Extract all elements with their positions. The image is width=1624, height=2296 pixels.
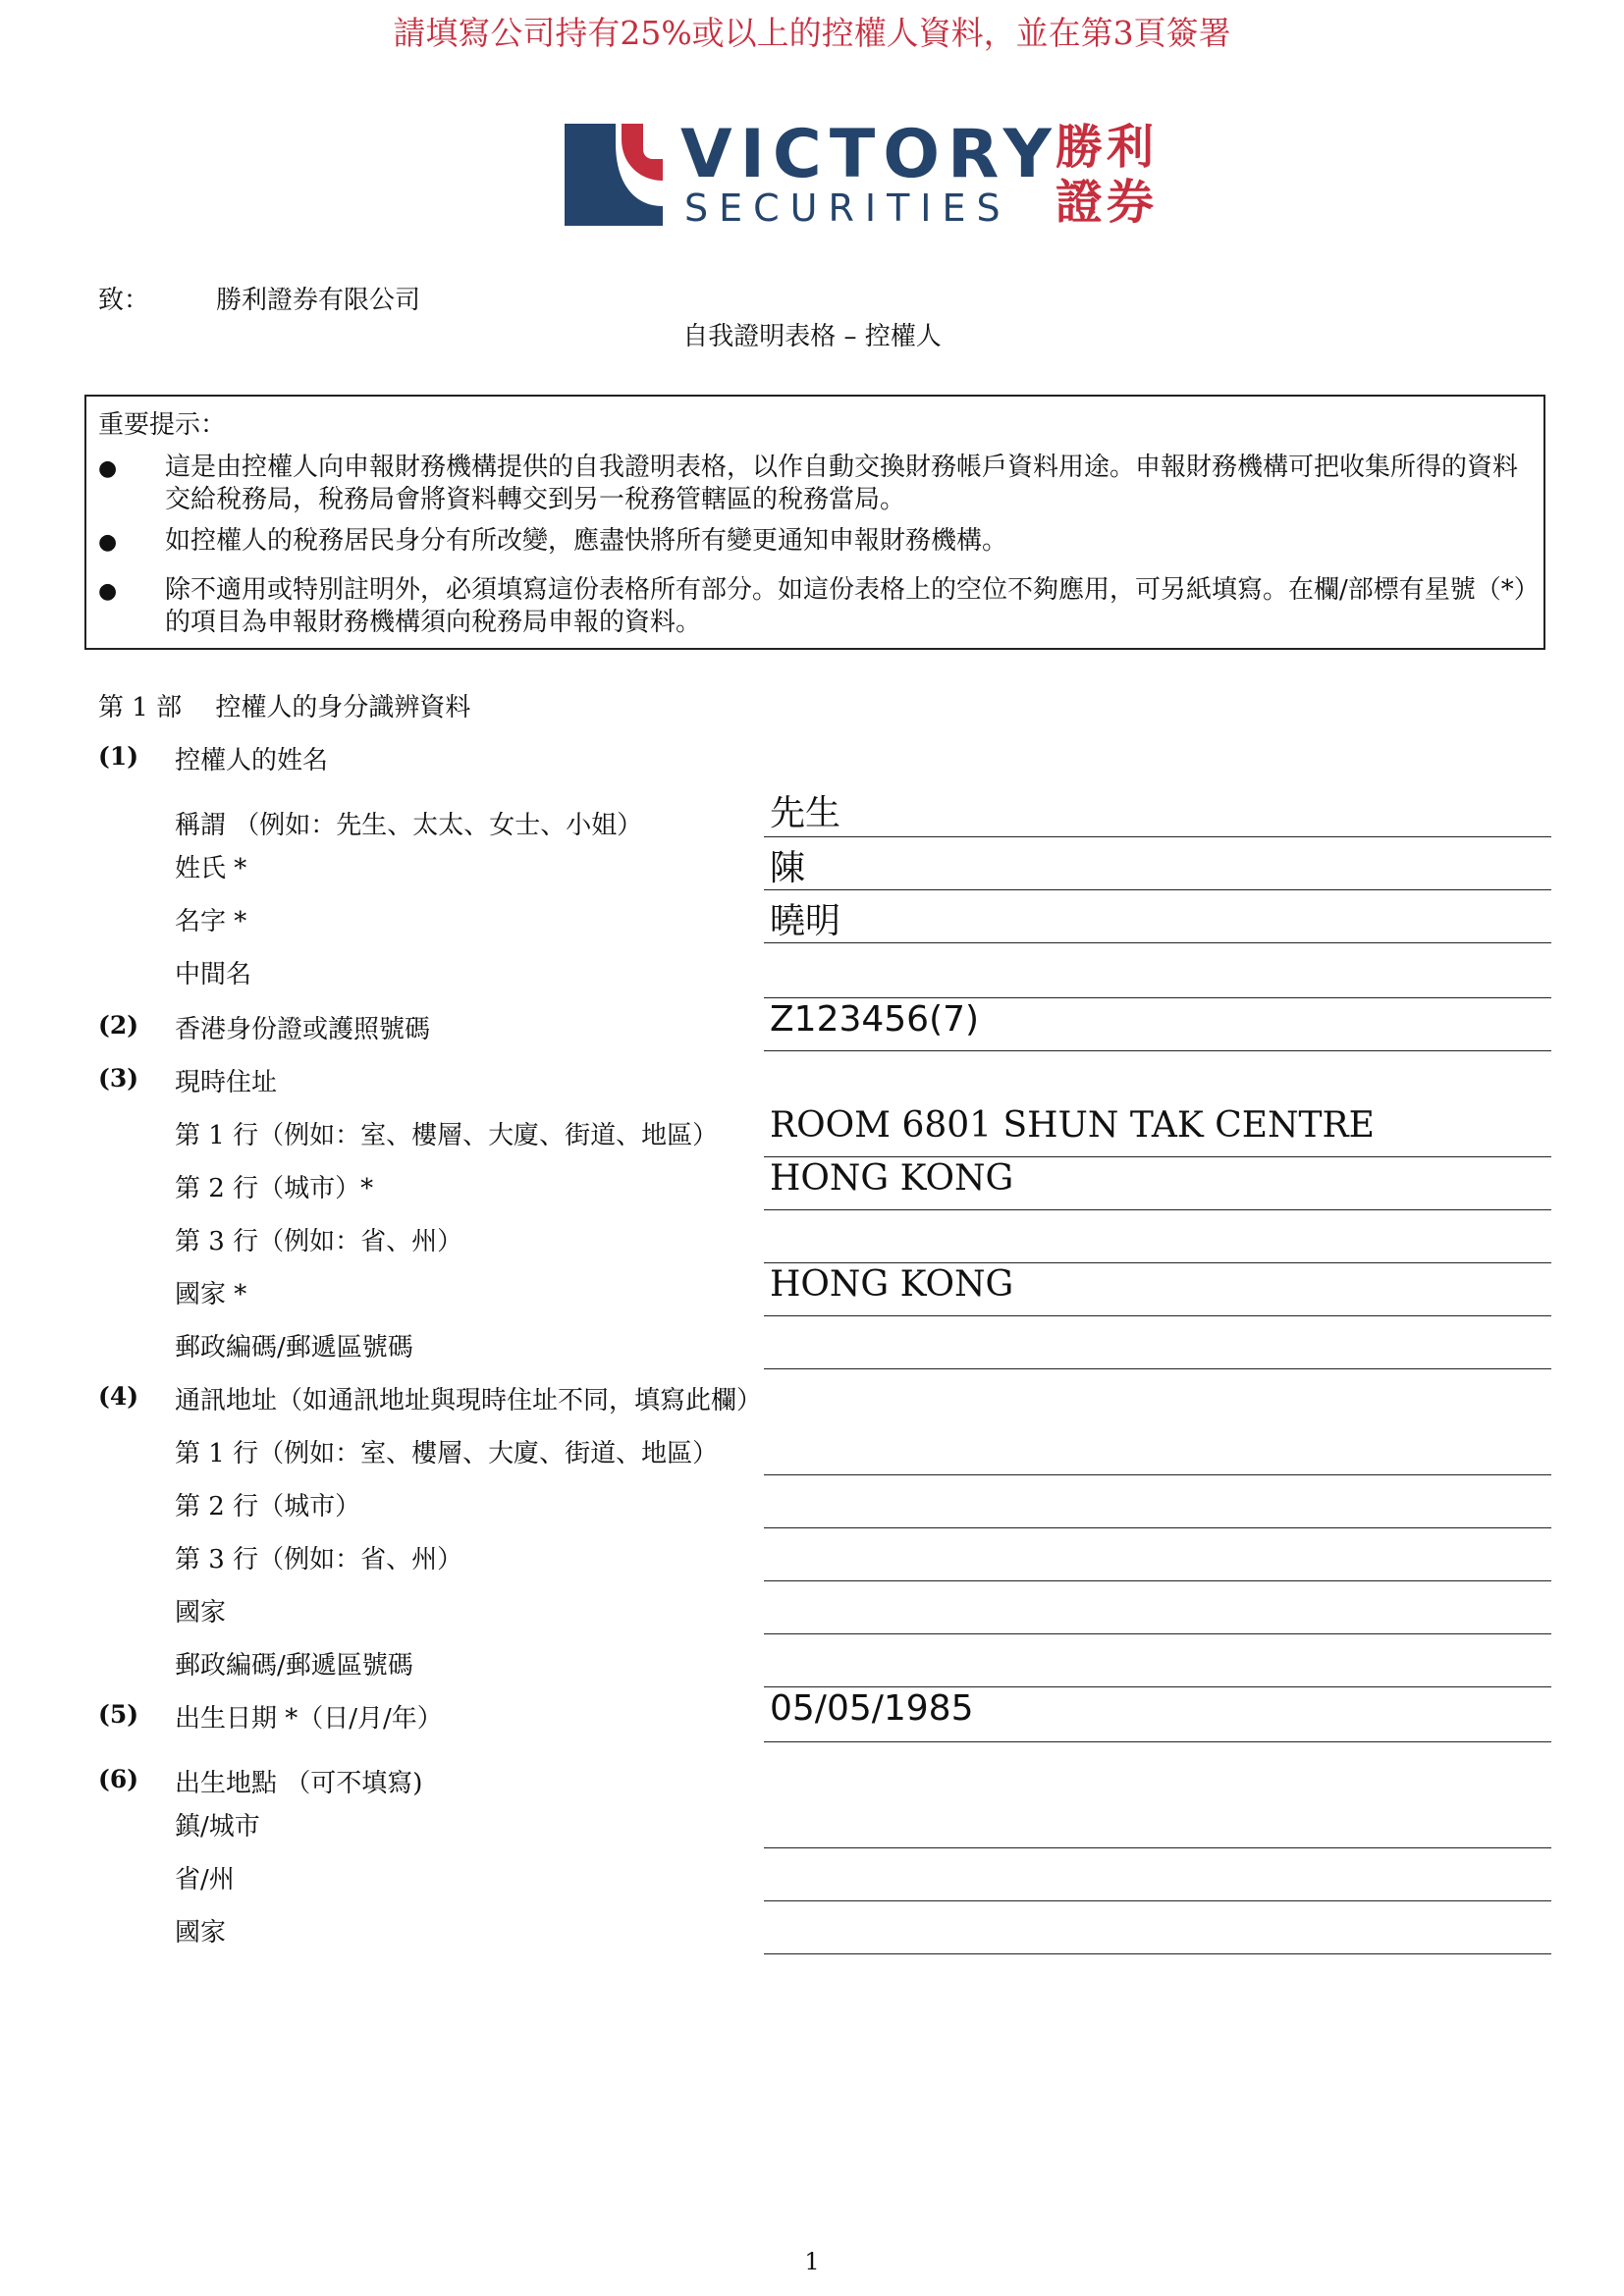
residence-address-heading: 現時住址 bbox=[175, 1068, 278, 1097]
birth-country-field[interactable] bbox=[764, 1953, 1551, 1954]
surname-label: 姓氏 * bbox=[175, 854, 247, 883]
birth-province-field[interactable] bbox=[764, 1900, 1551, 1901]
id-number-field-line bbox=[764, 1050, 1551, 1051]
bullet-icon: ● bbox=[98, 530, 118, 555]
mailing-line1-label: 第 1 行（例如：室、樓層、大廈、街道、地區） bbox=[175, 1439, 719, 1468]
notice-item-3: 除不適用或特別註明外，必須填寫這份表格所有部分。如這份表格上的空位不夠應用，可另紙填寫。在欄/部標有星號（*）的項目為申報財務機構須向稅務局申報的資料。 bbox=[165, 575, 1527, 637]
residence-line1-label: 第 1 行（例如：室、樓層、大廈、街道、地區） bbox=[175, 1121, 719, 1150]
dob-field[interactable]: 05/05/1985 bbox=[770, 1688, 974, 1729]
to-company: 勝利證券有限公司 bbox=[216, 286, 421, 315]
residence-postal-label: 郵政編碼/郵遞區號碼 bbox=[175, 1333, 413, 1362]
residence-country-label: 國家 * bbox=[175, 1280, 247, 1309]
notice-item-1: 這是由控權人向申報財務機構提供的自我證明表格，以作自動交換財務帳戶資料用途。申報財務機構可把收集所得的資料交給稅務局，稅務局會將資料轉交到另一稅務管轄區的稅務當局。 bbox=[165, 453, 1519, 514]
item-number-1: (1) bbox=[98, 742, 139, 771]
form-title: 自我證明表格 – 控權人 bbox=[682, 322, 942, 351]
residence-line3-field-line bbox=[764, 1262, 1551, 1263]
mailing-address-heading: 通訊地址（如通訊地址與現時住址不同，填寫此欄） bbox=[175, 1386, 763, 1415]
residence-line1-field[interactable]: ROOM 6801 SHUN TAK CENTRE bbox=[770, 1105, 1375, 1146]
mailing-country-field[interactable] bbox=[764, 1633, 1551, 1634]
logo-chinese-text: 勝利 證券 bbox=[1056, 120, 1159, 230]
item-number-5: (5) bbox=[98, 1700, 139, 1729]
mailing-postal-label: 郵政編碼/郵遞區號碼 bbox=[175, 1651, 413, 1681]
title-label: 稱謂 （例如：先生、太太、女士、小姐） bbox=[175, 811, 643, 840]
residence-line2-label: 第 2 行（城市）* bbox=[175, 1174, 374, 1203]
residence-postal-field-line bbox=[764, 1368, 1551, 1369]
id-label: 香港身份證或護照號碼 bbox=[175, 1015, 431, 1044]
mailing-country-label: 國家 bbox=[175, 1598, 227, 1628]
title-field[interactable]: 先生 bbox=[770, 793, 841, 833]
bullet-icon: ● bbox=[98, 579, 118, 604]
residence-line2-field-line bbox=[764, 1209, 1551, 1210]
section-1-title: 第 1 部 控權人的身分識辨資料 bbox=[98, 693, 471, 722]
logo-victory-text: VICTORY bbox=[680, 116, 1059, 193]
mailing-postal-field[interactable] bbox=[764, 1686, 1551, 1687]
id-number-field[interactable]: Z123456(7) bbox=[770, 999, 980, 1040]
item-number-4: (4) bbox=[98, 1382, 139, 1411]
surname-field[interactable]: 陳 bbox=[770, 848, 806, 888]
page-number: 1 bbox=[804, 2248, 820, 2275]
given-name-field[interactable]: 曉明 bbox=[770, 901, 841, 941]
name-heading: 控權人的姓名 bbox=[175, 746, 329, 775]
notice-title: 重要提示： bbox=[98, 410, 227, 440]
residence-country-field-line bbox=[764, 1315, 1551, 1316]
notice-item-2: 如控權人的稅務居民身分有所改變，應盡快將所有變更通知申報財務機構。 bbox=[165, 526, 1008, 556]
bullet-icon: ● bbox=[98, 456, 118, 481]
mailing-line3-label: 第 3 行（例如：省、州） bbox=[175, 1545, 463, 1575]
middle-name-label: 中間名 bbox=[175, 960, 252, 989]
logo-mark-icon bbox=[565, 124, 663, 226]
dob-label: 出生日期 *（日/月/年） bbox=[175, 1704, 443, 1734]
victory-securities-logo bbox=[565, 116, 1173, 234]
residence-country-field[interactable]: HONG KONG bbox=[770, 1264, 1014, 1305]
mailing-line3-field[interactable] bbox=[764, 1580, 1551, 1581]
to-label: 致： bbox=[98, 286, 150, 315]
logo-securities-text: SECURITIES bbox=[684, 187, 1011, 230]
birth-province-label: 省/州 bbox=[175, 1865, 235, 1895]
mailing-line2-field[interactable] bbox=[764, 1527, 1551, 1528]
residence-line1-field-line bbox=[764, 1156, 1551, 1157]
residence-line2-field[interactable]: HONG KONG bbox=[770, 1158, 1014, 1199]
given-name-label: 名字 * bbox=[175, 907, 247, 936]
given-name-field-line bbox=[764, 942, 1551, 943]
birth-town-field[interactable] bbox=[764, 1847, 1551, 1848]
birth-country-label: 國家 bbox=[175, 1918, 227, 1948]
middle-name-field-line bbox=[764, 997, 1551, 998]
surname-field-line bbox=[764, 889, 1551, 890]
birthplace-heading: 出生地點 （可不填寫) bbox=[175, 1769, 423, 1798]
mailing-line2-label: 第 2 行（城市） bbox=[175, 1492, 361, 1522]
dob-field-line bbox=[764, 1741, 1551, 1742]
mailing-line1-field[interactable] bbox=[764, 1474, 1551, 1475]
item-number-2: (2) bbox=[98, 1011, 139, 1040]
title-field-line bbox=[764, 836, 1551, 837]
residence-line3-label: 第 3 行（例如：省、州） bbox=[175, 1227, 463, 1256]
birth-town-label: 鎮/城市 bbox=[175, 1812, 260, 1842]
item-number-3: (3) bbox=[98, 1064, 139, 1093]
top-notice: 請填寫公司持有25%或以上的控權人資料，並在第3頁簽署 bbox=[393, 14, 1231, 52]
item-number-6: (6) bbox=[98, 1765, 139, 1793]
